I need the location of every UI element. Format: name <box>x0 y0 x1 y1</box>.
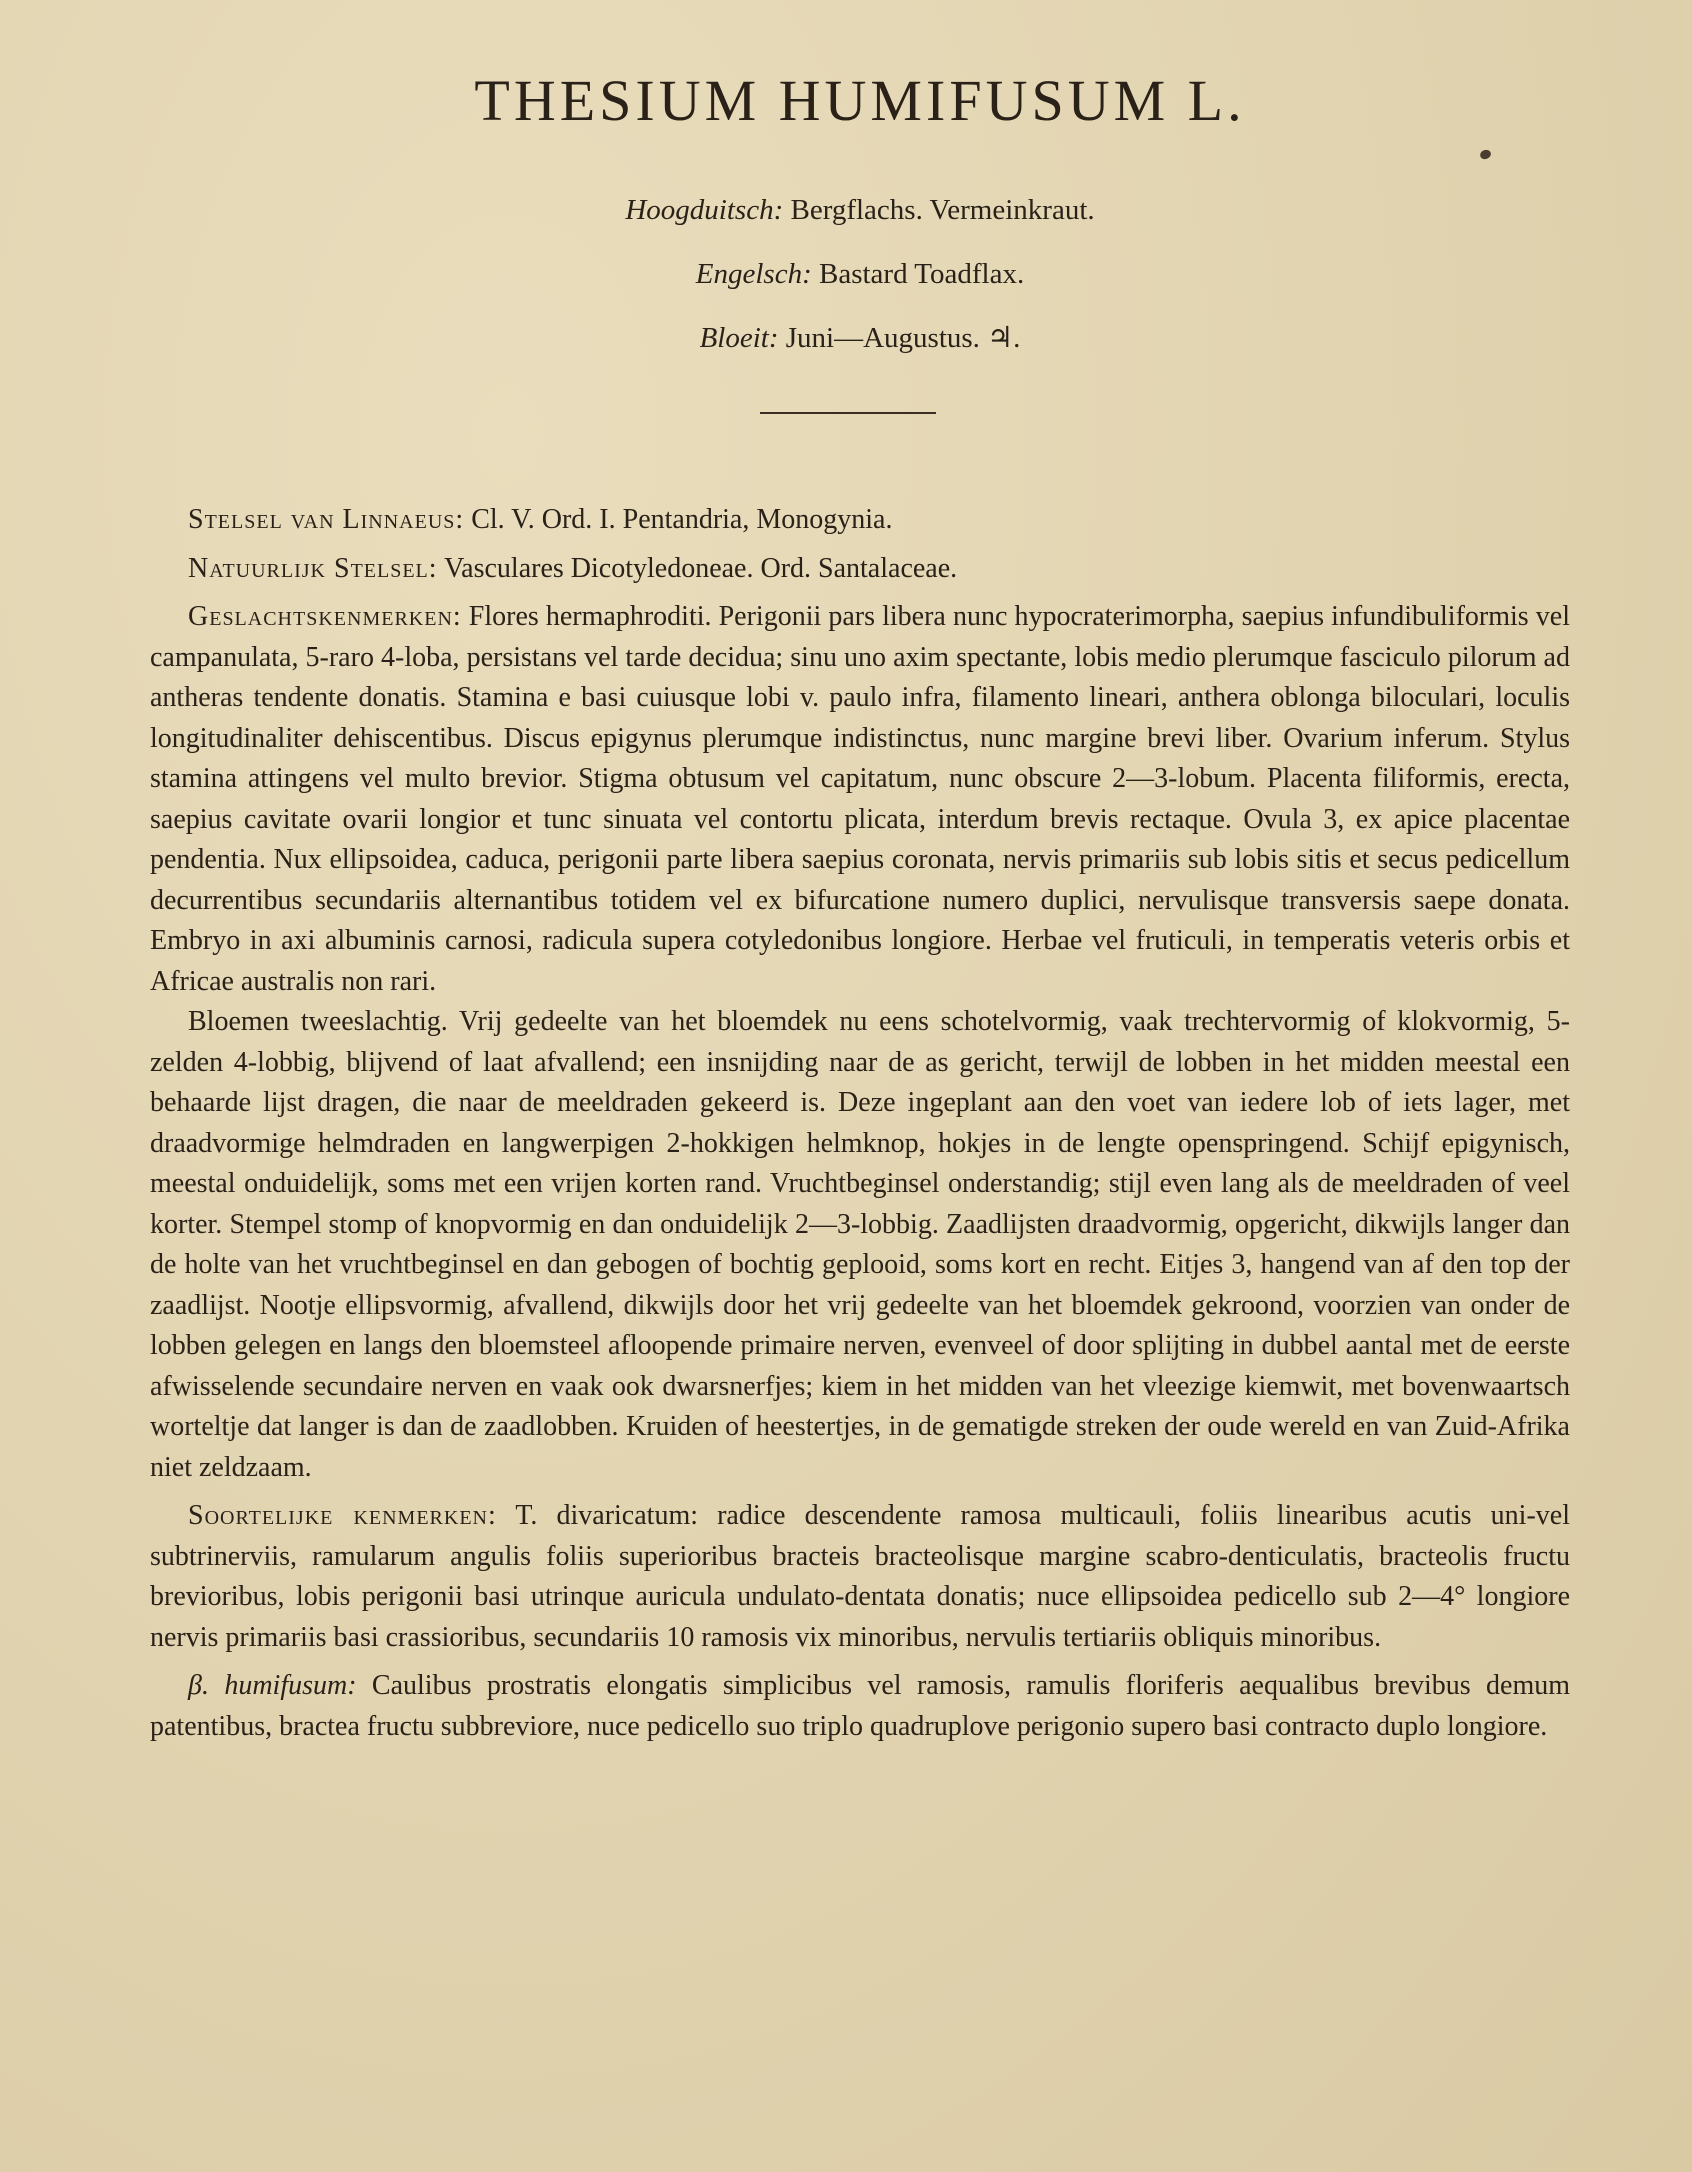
german-name-value: Bergflachs. Vermeinkraut. <box>790 194 1095 226</box>
genus-characters-latin <box>150 597 1570 1002</box>
flowering-label: Bloeit: <box>699 322 779 354</box>
english-name-label: Engelsch: <box>695 258 812 290</box>
variety-label: β. humifusum: <box>188 1670 357 1701</box>
divider-rule <box>760 412 936 414</box>
linnaeus-system-label: Stelsel van Linnaeus: <box>188 504 465 535</box>
english-name-row <box>150 242 1570 306</box>
english-name-value: Bastard Toadflax. <box>819 258 1025 290</box>
flowering-value: Juni—Augustus. ♃. <box>785 322 1021 354</box>
description-body <box>150 500 1570 1747</box>
natural-system-text: Vasculares Dicotyledoneae. Ord. Santalaceae. <box>444 552 958 584</box>
linnaeus-system <box>150 500 1570 541</box>
flowering-row <box>150 306 1570 370</box>
linnaeus-system-text: Cl. V. Ord. I. Pentandria, Monogynia. <box>471 504 893 535</box>
german-name-row <box>150 178 1570 242</box>
natural-system-label: Natuurlijk Stelsel: <box>188 552 438 584</box>
species-characters <box>150 1496 1570 1658</box>
genus-characters-label: Geslachtskenmerken: <box>188 601 462 632</box>
variety-humifusum <box>150 1666 1570 1747</box>
genus-characters-latin-text: Flores hermaphroditi. Perigonii pars libera nunc hypocraterimorpha, saepius infundibuliformis vel campanulata, 5-raro 4-loba, persistans vel tarde decidua; sinu uno axim spectante, lobis medio plerumque fasciculo pilorum ad antheras tendente donatis. Stamina e basi cuiusque lobi v. paulo infra, filamento lineari, anthera oblonga biloculari, loculis longitudinaliter dehiscentibus. Discus epigynus plerumque indistinctus, nunc margine brevi liber. Ovarium inferum. Stylus stamina attingens vel multo brevior. Stigma obtusum vel capitatum, nunc obscure 2—3-lobum. Placenta filiformis, erecta, saepius cavitate ovarii longior et tunc sinuata vel contortu plicata, interdum brevis rectaque. Ovula 3, ex apice placentae pendentia. Nux ellipsoidea, caduca, perigonii parte libera saepius coronata, nervis primariis sub lobis sitis et secus pedicellum decurrentibus secundariis alternantibus totidem vel ex bifurcatione numero duplici, nervulisque transversis saepe donata. Embryo in axi albuminis carnosi, radicula supera cotyledonibus longiore. Herbae vel fruticuli, in temperatis veteris orbis et Africae australis non rari. <box>150 601 1570 997</box>
german-name-label: Hoogduitsch: <box>625 194 784 226</box>
page-title: THESIUM HUMIFUSUM L. <box>474 68 1246 133</box>
species-characters-text: T. divaricatum: radice descendente ramosa multicauli, foliis linearibus acutis uni-vel subtrinerviis, ramularum angulis foliis superioribus bracteis bracteolisque margine scabro-denticulatis, bracteolis fructu brevioribus, lobis perigonii basi utrinque auricula undulato-dentata donatis; nuce ellipsoidea pedicello sub 2—4° longiore nervis primariis basi crassioribus, secundariis 10 ramosis vix minoribus, nervulis tertiariis obliquis minoribus. <box>150 1500 1570 1653</box>
ink-speck <box>1479 148 1492 160</box>
genus-characters-dutch: Bloemen tweeslachtig. Vrij gedeelte van het bloemdek nu eens schotelvormig, vaak trechtervormig of klokvormig, 5- zelden 4-lobbig, blijvend of laat afvallend; een insnijding naar de as gericht, terwijl de lobben in het midden meestal een behaarde lijst dragen, die naar de meeldraden gekeerd is. Deze ingeplant aan den voet van iedere lob of iets lager, met draadvormige helmdraden en langwerpigen 2-hokkigen helmknop, hokjes in de lengte openspringend. Schijf epigynisch, meestal onduidelijk, soms met een vrijen korten rand. Vruchtbeginsel onderstandig; stijl even lang als de meeldraden of veel korter. Stempel stomp of knopvormig en dan onduidelijk 2—3-lobbig. Zaadlijsten draadvormig, opgericht, dikwijls langer dan de holte van het vruchtbeginsel en dan gebogen of bochtig geplooid, soms kort en recht. Eitjes 3, hangend van af den top der zaadlijst. Nootje ellipsvormig, afvallend, dikwijls door het vrij gedeelte van het bloemdek gekroond, voorzien van onder de lobben gelegen en langs den bloemsteel afloopende primaire nerven, evenveel of door splijting in dubbel aantal met de eerste afwisselende secundaire nerven en vaak ook dwarsnerfjes; kiem in het midden van het vleezige kiemwit, met bovenwaartsch worteltje dat langer is dan de zaadlobben. Kruiden of heestertjes, in de gematigde streken der oude wereld en van Zuid-Afrika niet zeldzaam. <box>150 1006 1570 1483</box>
species-characters-label: Soortelijke kenmerken: <box>188 1500 497 1531</box>
natural-system <box>150 549 1570 590</box>
common-names <box>150 178 1570 370</box>
variety-text: Caulibus prostratis elongatis simplicibus vel ramosis, ramulis floriferis aequalibus brevibus demum patentibus, bractea fructu subbreviore, nuce pedicello suo triplo quadruplove perigonio supero basi contracto duplo longiore. <box>150 1670 1571 1742</box>
